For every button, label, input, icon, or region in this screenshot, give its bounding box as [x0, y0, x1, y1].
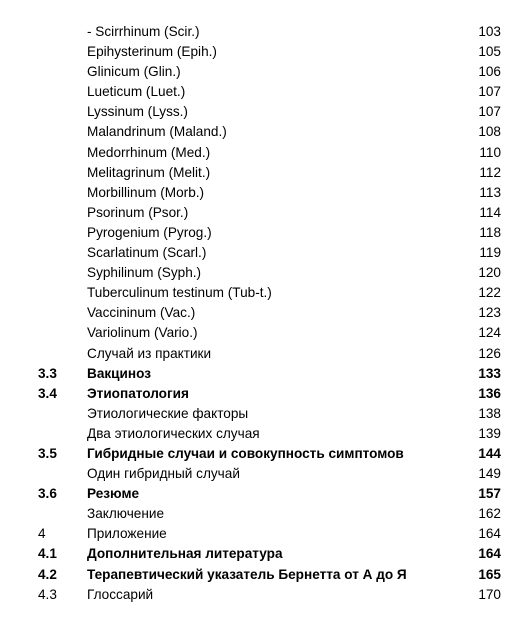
- toc-row[interactable]: [0, 364, 530, 384]
- toc-row[interactable]: [0, 183, 530, 203]
- toc-page-number: 170: [478, 586, 501, 602]
- toc-page-number: 144: [478, 445, 501, 461]
- toc-entry-title: Psorinum (Psor.): [87, 204, 189, 220]
- toc-row[interactable]: [0, 223, 530, 243]
- toc-section-number: 3.6: [38, 486, 57, 502]
- toc-page-number: 106: [478, 64, 501, 80]
- toc-entry-title: Один гибридный случай: [87, 466, 240, 482]
- toc-page-number: 113: [479, 184, 501, 200]
- toc-entry-title: Терапевтический указатель Бернетта от А до Я: [87, 566, 407, 582]
- toc-row[interactable]: [0, 263, 530, 283]
- toc-row[interactable]: [0, 585, 530, 605]
- toc-entry-title: Заключение: [87, 506, 165, 522]
- toc-entry-title: Два этиологических случая: [87, 425, 260, 441]
- toc-page-number: 118: [479, 224, 501, 240]
- toc-page-number: 123: [478, 305, 501, 321]
- toc-page-number: 107: [478, 104, 501, 120]
- toc-section-number: 4: [38, 526, 46, 542]
- toc-page-number: 110: [479, 144, 501, 160]
- toc-row[interactable]: [0, 464, 530, 484]
- toc-entry-title: Epihysterinum (Epih.): [87, 44, 217, 60]
- toc-section-number: 3.5: [38, 445, 57, 461]
- toc-entry-title: Вакциноз: [87, 365, 151, 381]
- toc-row[interactable]: [0, 444, 530, 464]
- table-of-contents: [0, 22, 530, 605]
- toc-row[interactable]: [0, 62, 530, 82]
- toc-page-number: 114: [479, 204, 501, 220]
- toc-section-number: 3.3: [38, 365, 57, 381]
- toc-row[interactable]: [0, 565, 530, 585]
- toc-entry-title: Этиопатология: [87, 385, 189, 401]
- toc-page-number: 122: [478, 285, 501, 301]
- toc-page-number: 157: [478, 486, 501, 502]
- toc-page-number: 124: [478, 325, 501, 341]
- toc-entry-title: - Scirrhinum (Scir.): [87, 24, 200, 39]
- toc-row[interactable]: [0, 524, 530, 544]
- toc-entry-title: Variolinum (Vario.): [87, 325, 198, 341]
- toc-page-number: 119: [479, 245, 501, 261]
- toc-row[interactable]: [0, 283, 530, 303]
- toc-page-number: 138: [478, 405, 501, 421]
- toc-entry-title: Scarlatinum (Scarl.): [87, 245, 207, 261]
- toc-page-number: 112: [479, 164, 501, 180]
- toc-row[interactable]: [0, 384, 530, 404]
- toc-row[interactable]: [0, 82, 530, 102]
- toc-row[interactable]: [0, 344, 530, 364]
- toc-section-number: 4.1: [38, 546, 57, 562]
- toc-row[interactable]: [0, 323, 530, 343]
- toc-section-number: 4.3: [38, 586, 57, 602]
- toc-entry-title: Lyssinum (Lyss.): [87, 104, 188, 120]
- toc-entry-title: Melitagrinum (Melit.): [87, 164, 211, 180]
- toc-page-number: 164: [478, 546, 501, 562]
- toc-row[interactable]: [0, 22, 530, 42]
- toc-entry-title: Приложение: [87, 526, 167, 542]
- toc-page-number: 165: [478, 566, 501, 582]
- toc-row[interactable]: [0, 143, 530, 163]
- toc-entry-title: Этиологические факторы: [87, 405, 249, 421]
- toc-page-number: 164: [478, 526, 501, 542]
- toc-row[interactable]: [0, 243, 530, 263]
- toc-row[interactable]: [0, 544, 530, 564]
- toc-entry-title: Дополнительная литература: [87, 546, 283, 562]
- toc-section-number: 4.2: [38, 566, 57, 582]
- toc-entry-title: Glinicum (Glin.): [87, 64, 181, 80]
- toc-entry-title: Pyrogenium (Pyrog.): [87, 224, 212, 240]
- toc-page-number: 126: [478, 345, 501, 361]
- toc-row[interactable]: [0, 303, 530, 323]
- toc-page-number: 105: [478, 44, 501, 60]
- toc-row[interactable]: [0, 404, 530, 424]
- toc-entry-title: Гибридные случаи и совокупность симптомов: [87, 445, 404, 461]
- toc-row[interactable]: [0, 42, 530, 62]
- toc-page-number: 120: [478, 265, 501, 281]
- toc-row[interactable]: [0, 484, 530, 504]
- toc-entry-title: Syphilinum (Syph.): [87, 265, 202, 281]
- toc-page-number: 108: [478, 124, 501, 140]
- toc-page-number: 139: [478, 425, 501, 441]
- toc-page-number: 103: [478, 24, 501, 39]
- toc-page-number: 133: [478, 365, 501, 381]
- toc-page-number: 136: [478, 385, 501, 401]
- toc-entry-title: Случай из практики: [87, 345, 212, 361]
- toc-entry-title: Malandrinum (Maland.): [87, 124, 227, 140]
- toc-row[interactable]: [0, 102, 530, 122]
- toc-entry-title: Morbillinum (Morb.): [87, 184, 205, 200]
- toc-page-number: 162: [478, 506, 501, 522]
- toc-entry-title: Vaccininum (Vac.): [87, 305, 196, 321]
- toc-row[interactable]: [0, 424, 530, 444]
- toc-row[interactable]: [0, 122, 530, 142]
- toc-entry-title: Tuberculinum testinum (Tub-t.): [87, 285, 272, 301]
- toc-page-number: 149: [478, 466, 501, 482]
- toc-row[interactable]: [0, 163, 530, 183]
- toc-row[interactable]: [0, 203, 530, 223]
- toc-entry-title: Medorrhinum (Med.): [87, 144, 211, 160]
- toc-page-number: 107: [478, 84, 501, 100]
- toc-entry-title: Lueticum (Luet.): [87, 84, 186, 100]
- toc-entry-title: Глоссарий: [87, 586, 154, 602]
- toc-row[interactable]: [0, 504, 530, 524]
- toc-section-number: 3.4: [38, 385, 57, 401]
- toc-entry-title: Резюме: [87, 486, 140, 502]
